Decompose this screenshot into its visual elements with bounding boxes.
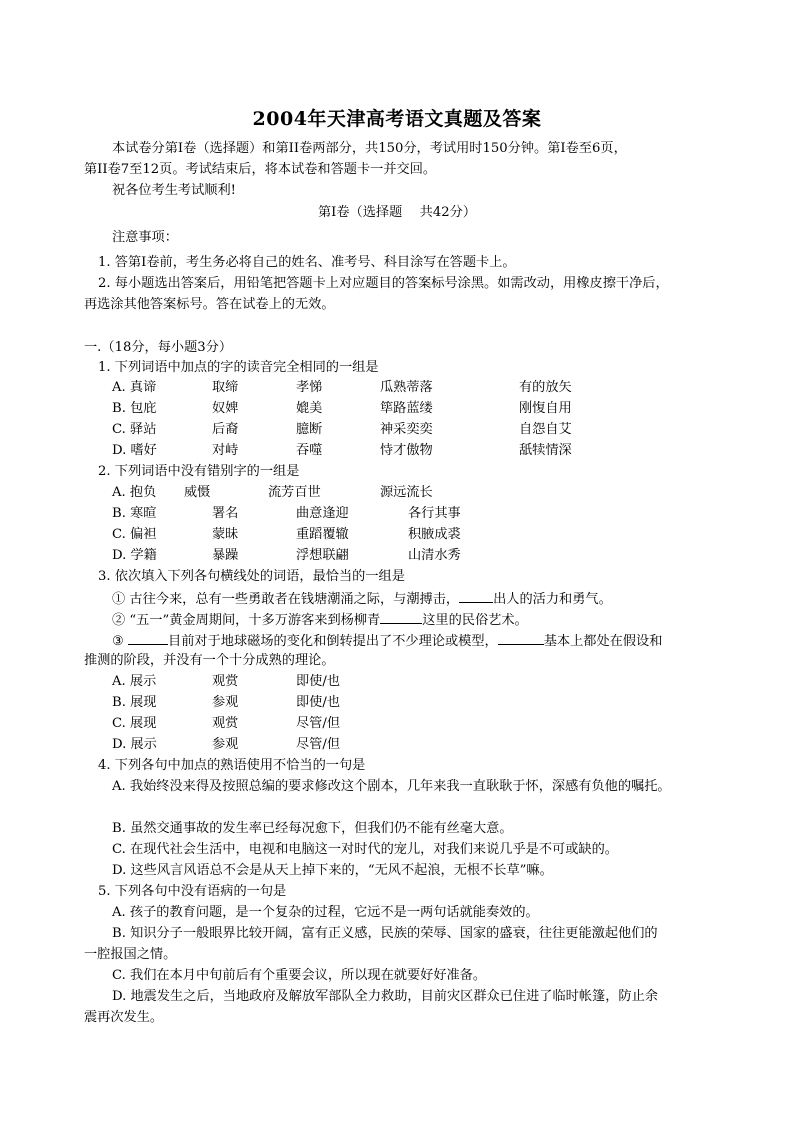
q3-sentence-2 <box>112 609 528 631</box>
q3-option-b-2: 参观 <box>212 695 239 710</box>
q1-option-b-4: 筚路蓝缕 <box>380 401 433 416</box>
q3-s2-text-b: 这里的民俗艺术。 <box>422 613 528 628</box>
q4-option-a: A. 我始终没来得及按照总编的要求修改这个剧本，几年来我一直耿耿于怀，深感有负他的嘱托。 <box>112 779 671 794</box>
q2-option-a-2: 威慑 <box>184 485 211 500</box>
q3-s3-text-c: 基本上都处在假设和 <box>543 634 663 649</box>
q1-option-a-5: 有的放矢 <box>519 380 572 395</box>
notes-heading: 注意事项： <box>112 230 178 245</box>
page-title: 2004年天津高考语文真题及答案 <box>252 108 542 130</box>
q2-option-d-3: 浮想联翩 <box>296 548 349 563</box>
q3-option-c-1: C. 展现 <box>112 716 157 731</box>
q4-stem: 4. 下列各句中加点的熟语使用不恰当的一句是 <box>98 758 366 773</box>
q2-option-c-4: 积腋成裘 <box>408 527 461 542</box>
q3-sentence-3 <box>112 630 662 652</box>
q3-s3-blank-1 <box>128 630 168 645</box>
q1-option-c-1: C. 驿站 <box>112 422 157 437</box>
q1-option-c-5: 自怨自艾 <box>519 422 572 437</box>
q2-option-d-4: 山清水秀 <box>408 548 461 563</box>
q2-option-c-2: 蒙昧 <box>212 527 239 542</box>
q5-stem: 5. 下列各句中没有语病的一句是 <box>98 884 287 899</box>
part-one-header: 一.（18分，每小题3分） <box>84 340 233 355</box>
q4-option-b: B. 虽然交通事故的发生率已经每况愈下，但我们仍不能有丝毫大意。 <box>112 821 513 836</box>
q2-option-c-3: 重蹈覆辙 <box>296 527 349 542</box>
q2-option-b-2: 署名 <box>212 506 239 521</box>
q4-option-c: C. 在现代社会生活中，电视和电脑这一对时代的宠儿，对我们来说几乎是不可或缺的。 <box>112 842 618 857</box>
note-2-line-2: 再选涂其他答案标号。答在试卷上的无效。 <box>84 297 335 312</box>
q1-option-c-2: 后裔 <box>212 422 239 437</box>
q3-sentence-1 <box>112 588 612 610</box>
q2-option-b-1: B. 寒暄 <box>112 506 157 521</box>
q1-option-b-3: 媲美 <box>296 401 323 416</box>
q1-option-b-5: 刚愎自用 <box>519 401 572 416</box>
q3-option-a-3: 即使/也 <box>296 674 341 689</box>
q1-option-d-5: 舐犊情深 <box>519 443 572 458</box>
q5-option-b-line-1: B. 知识分子一般眼界比较开阔，富有正义感，民族的荣辱、国家的盛衰，往往更能激起他们的 <box>112 926 658 941</box>
section-header: 第Ⅰ卷（选择题 共42分） <box>317 205 477 220</box>
q3-option-d-1: D. 展示 <box>112 737 157 752</box>
q3-s1-text-a: ① 古往今来，总有一些勇敢者在钱塘潮涌之际，与潮搏击， <box>112 592 460 607</box>
q3-option-a-1: A. 展示 <box>112 674 157 689</box>
intro-line-1: 本试卷分第Ⅰ卷（选择题）和第II卷两部分，共150分，考试用时150分钟。第Ⅰ卷至6页， <box>112 141 627 156</box>
q3-s2-blank <box>380 609 422 624</box>
q1-option-a-2: 取缔 <box>212 380 239 395</box>
intro-line-2: 第II卷7至12页。考试结束后，将本试卷和答题卡一并交回。 <box>84 162 437 177</box>
q5-option-d-line-1: D. 地震发生之后，当地政府及解放军部队全力救助，目前灾区群众已住进了临时帐篷，防止余 <box>112 989 658 1004</box>
q3-s1-blank <box>459 588 493 603</box>
note-1: 1. 答第Ⅰ卷前，考生务必将自己的姓名、准考号、科目涂写在答题卡上。 <box>98 255 516 270</box>
intro-wish: 祝各位考生考试顺利! <box>112 183 236 198</box>
q2-option-a-1: A. 抱负 <box>112 485 157 500</box>
q2-stem: 2. 下列词语中没有错别字的一组是 <box>98 464 300 479</box>
q2-option-c-1: C. 偏袒 <box>112 527 157 542</box>
q3-s3-blank-2 <box>498 630 544 645</box>
q3-option-a-2: 观赏 <box>212 674 239 689</box>
q1-option-d-4: 恃才傲物 <box>380 443 433 458</box>
q2-option-b-4: 各行其事 <box>408 506 461 521</box>
q3-option-d-3: 尽管/但 <box>296 737 341 752</box>
q1-option-b-2: 奴婢 <box>212 401 239 416</box>
q3-sentence-3-cont: 推测的阶段，并没有一个十分成熟的理论。 <box>84 653 335 668</box>
q1-option-d-2: 对峙 <box>212 443 239 458</box>
q2-option-a-3: 流芳百世 <box>268 485 321 500</box>
note-2-line-1: 2. 每小题选出答案后，用铅笔把答题卡上对应题目的答案标号涂黑。如需改动，用橡皮擦干净后， <box>98 276 669 291</box>
q3-s2-text-a: ② “五一”黄金周期间，十多万游客来到杨柳青 <box>112 613 381 628</box>
q2-option-d-1: D. 学籍 <box>112 548 157 563</box>
q3-option-c-3: 尽管/但 <box>296 716 341 731</box>
q3-option-c-2: 观赏 <box>212 716 239 731</box>
q4-option-d: D. 这些风言风语总不会是从天上掉下来的，“无风不起浪，无根不长草”嘛。 <box>112 863 553 878</box>
q1-option-d-1: D. 嗜好 <box>112 443 157 458</box>
q2-option-a-4: 源远流长 <box>380 485 433 500</box>
q1-option-a-4: 瓜熟蒂落 <box>380 380 433 395</box>
q5-option-c: C. 我们在本月中旬前后有个重要会议，所以现在就要好好准备。 <box>112 968 487 983</box>
q2-option-d-2: 暴躁 <box>212 548 239 563</box>
q1-option-d-3: 吞噬 <box>296 443 323 458</box>
q5-option-b-line-2: 一腔报国之情。 <box>84 947 177 962</box>
q3-s3-text-a: ③ <box>112 634 129 649</box>
q1-option-b-1: B. 包庇 <box>112 401 157 416</box>
q1-option-c-4: 神采奕奕 <box>380 422 433 437</box>
q3-option-b-1: B. 展现 <box>112 695 157 710</box>
q3-stem: 3. 依次填入下列各句横线处的词语，最恰当的一组是 <box>98 569 405 584</box>
q5-option-a: A. 孩子的教育问题，是一个复杂的过程，它远不是一两句话就能奏效的。 <box>112 905 539 920</box>
q3-s3-text-b: 目前对于地球磁场的变化和倒转提出了不少理论或模型， <box>168 634 498 649</box>
q2-option-b-3: 曲意逢迎 <box>296 506 349 521</box>
q1-stem: 1. 下列词语中加点的字的读音完全相同的一组是 <box>98 360 379 375</box>
q3-option-d-2: 参观 <box>212 737 239 752</box>
q1-option-a-1: A. 真谛 <box>112 380 157 395</box>
q5-option-d-line-2: 震再次发生。 <box>84 1010 164 1025</box>
q3-option-b-3: 即使/也 <box>296 695 341 710</box>
q1-option-a-3: 孝悌 <box>296 380 323 395</box>
q1-option-c-3: 臆断 <box>296 422 323 437</box>
q3-s1-text-b: 出人的活力和勇气。 <box>493 592 612 607</box>
